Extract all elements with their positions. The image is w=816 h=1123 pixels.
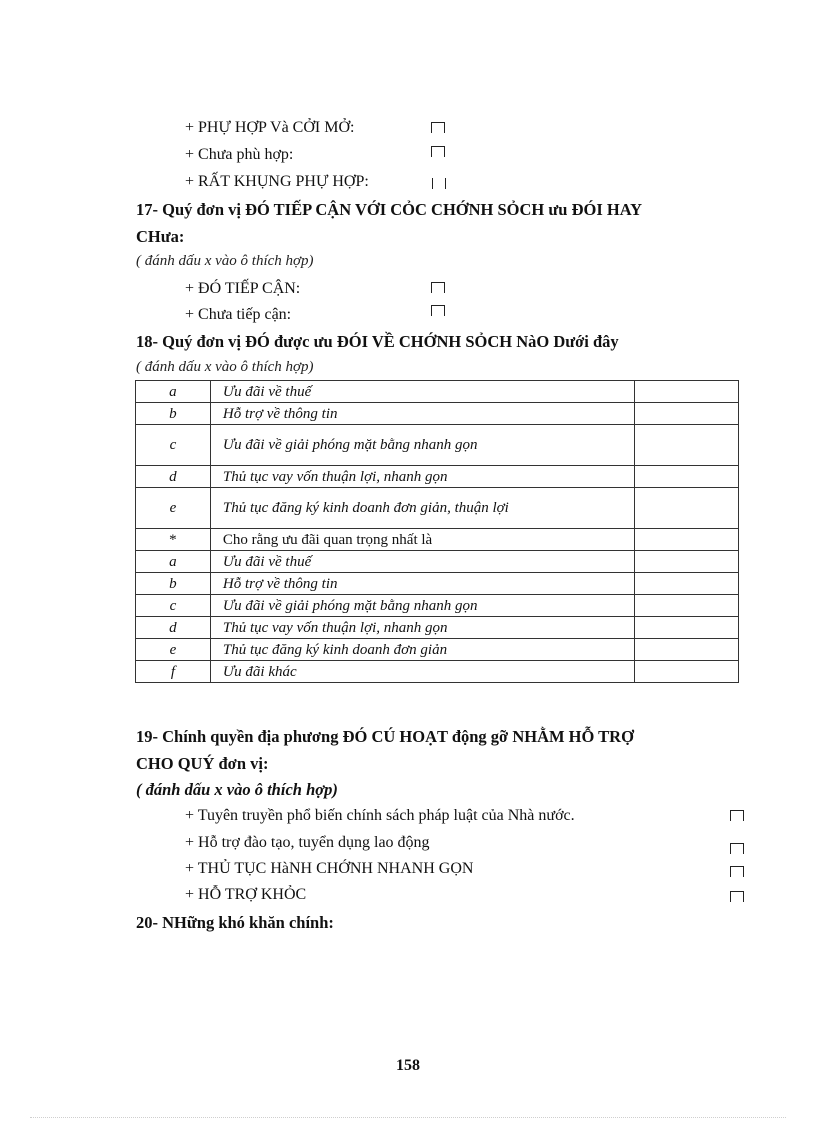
q16-option-3-label: + RẤT KHỤNG PHỰ HỢP: — [185, 173, 369, 190]
row-label: Ưu đãi về thuế — [210, 551, 634, 573]
footer-divider — [30, 1117, 786, 1118]
table-row — [136, 381, 739, 403]
answer-cell[interactable] — [634, 403, 738, 425]
q19-option-4-label: + HỖ TRỢ KHỎC — [185, 886, 307, 903]
table-row — [136, 425, 739, 466]
row-key: * — [136, 529, 211, 551]
row-label: Ưu đãi khác — [210, 661, 634, 683]
q19-option-2-label: + Hỗ trợ đào tạo, tuyển dụng lao động — [185, 834, 430, 851]
answer-cell[interactable] — [634, 529, 738, 551]
row-label: Hỗ trợ về thông tin — [210, 403, 634, 425]
row-label: Ưu đãi về giải phóng mặt bằng nhanh gọn — [210, 595, 634, 617]
q19-option-1-label: + Tuyên truyền phổ biến chính sách pháp luật của Nhà nước. — [185, 807, 575, 824]
q19-option-4-checkbox[interactable] — [730, 891, 744, 902]
answer-cell[interactable] — [634, 551, 738, 573]
q19-option-2-checkbox[interactable] — [730, 843, 744, 854]
row-key: e — [136, 639, 211, 661]
answer-cell[interactable] — [634, 617, 738, 639]
row-label: Hỗ trợ về thông tin — [210, 573, 634, 595]
row-label: Thủ tục đăng ký kinh doanh đơn giản, thuận lợi — [210, 488, 634, 529]
q16-option-2-label: + Chưa phù hợp: — [185, 146, 294, 163]
answer-cell[interactable] — [634, 639, 738, 661]
row-key: f — [136, 661, 211, 683]
row-label: Ưu đãi về giải phóng mặt bằng nhanh gọn — [210, 425, 634, 466]
row-key: a — [136, 551, 211, 573]
table-row — [136, 466, 739, 488]
row-key: c — [136, 425, 211, 466]
row-label: Cho rằng ưu đãi quan trọng nhất là — [210, 529, 634, 551]
row-label: Thủ tục đăng ký kinh doanh đơn giản — [210, 639, 634, 661]
q19-hint: ( đánh dấu x vào ô thích hợp) — [136, 780, 338, 799]
answer-cell[interactable] — [634, 425, 738, 466]
q17-hint: ( đánh dấu x vào ô thích hợp) — [136, 253, 314, 269]
table-row — [136, 403, 739, 425]
row-key: d — [136, 466, 211, 488]
q19-title-line1: 19- Chính quyền địa phương ĐÓ CÚ HOẠT động gỡ NHẰM HỖ TRỢ — [136, 727, 634, 746]
table-row — [136, 551, 739, 573]
q19-title-line2: CHO QUÝ đơn vị: — [136, 754, 269, 773]
page-number: 158 — [396, 1057, 420, 1074]
table-row — [136, 488, 739, 529]
row-key: d — [136, 617, 211, 639]
q19-option-1-checkbox[interactable] — [730, 810, 744, 821]
answer-cell[interactable] — [634, 595, 738, 617]
q16-option-2-checkbox[interactable] — [431, 146, 445, 157]
row-key: b — [136, 573, 211, 595]
q20-title: 20- NHững khó khăn chính: — [136, 913, 334, 932]
row-key: b — [136, 403, 211, 425]
answer-cell[interactable] — [634, 466, 738, 488]
row-label: Thủ tục vay vốn thuận lợi, nhanh gọn — [210, 617, 634, 639]
table-row — [136, 573, 739, 595]
answer-cell[interactable] — [634, 488, 738, 529]
q19-option-3-label: + THỦ TỤC HàNH CHỚNH NHANH GỌN — [185, 860, 474, 877]
q18-table — [135, 380, 739, 683]
answer-cell[interactable] — [634, 573, 738, 595]
q16-option-1-label: + PHỰ HỢP Và CỞI MỞ: — [185, 119, 355, 136]
q17-title-line1: 17- Quý đơn vị ĐÓ TIẾP CẬN VỚI CỎC CHỚNH SỎCH ưu ĐÓI HAY — [136, 200, 643, 219]
row-label: Thủ tục vay vốn thuận lợi, nhanh gọn — [210, 466, 634, 488]
q16-option-3-checkbox[interactable] — [432, 178, 446, 189]
table-row — [136, 617, 739, 639]
q17-title-line2: CHưa: — [136, 227, 185, 246]
table-row — [136, 661, 739, 683]
q17-option-1-label: + ĐÓ TIẾP CẬN: — [185, 280, 301, 297]
row-key: c — [136, 595, 211, 617]
q18-title: 18- Quý đơn vị ĐÓ được ưu ĐÓI VỀ CHỚNH SỎCH NàO Dưới đây — [136, 332, 619, 351]
table-row — [136, 595, 739, 617]
q18-hint: ( đánh dấu x vào ô thích hợp) — [136, 359, 314, 375]
row-key: a — [136, 381, 211, 403]
q17-option-2-checkbox[interactable] — [431, 305, 445, 316]
table-row — [136, 639, 739, 661]
q17-option-1-checkbox[interactable] — [431, 282, 445, 293]
answer-cell[interactable] — [634, 661, 738, 683]
q17-option-2-label: + Chưa tiếp cận: — [185, 306, 292, 323]
table-row — [136, 529, 739, 551]
row-label: Ưu đãi về thuế — [210, 381, 634, 403]
q19-option-3-checkbox[interactable] — [730, 866, 744, 877]
answer-cell[interactable] — [634, 381, 738, 403]
row-key: e — [136, 488, 211, 529]
q16-option-1-checkbox[interactable] — [431, 122, 445, 133]
